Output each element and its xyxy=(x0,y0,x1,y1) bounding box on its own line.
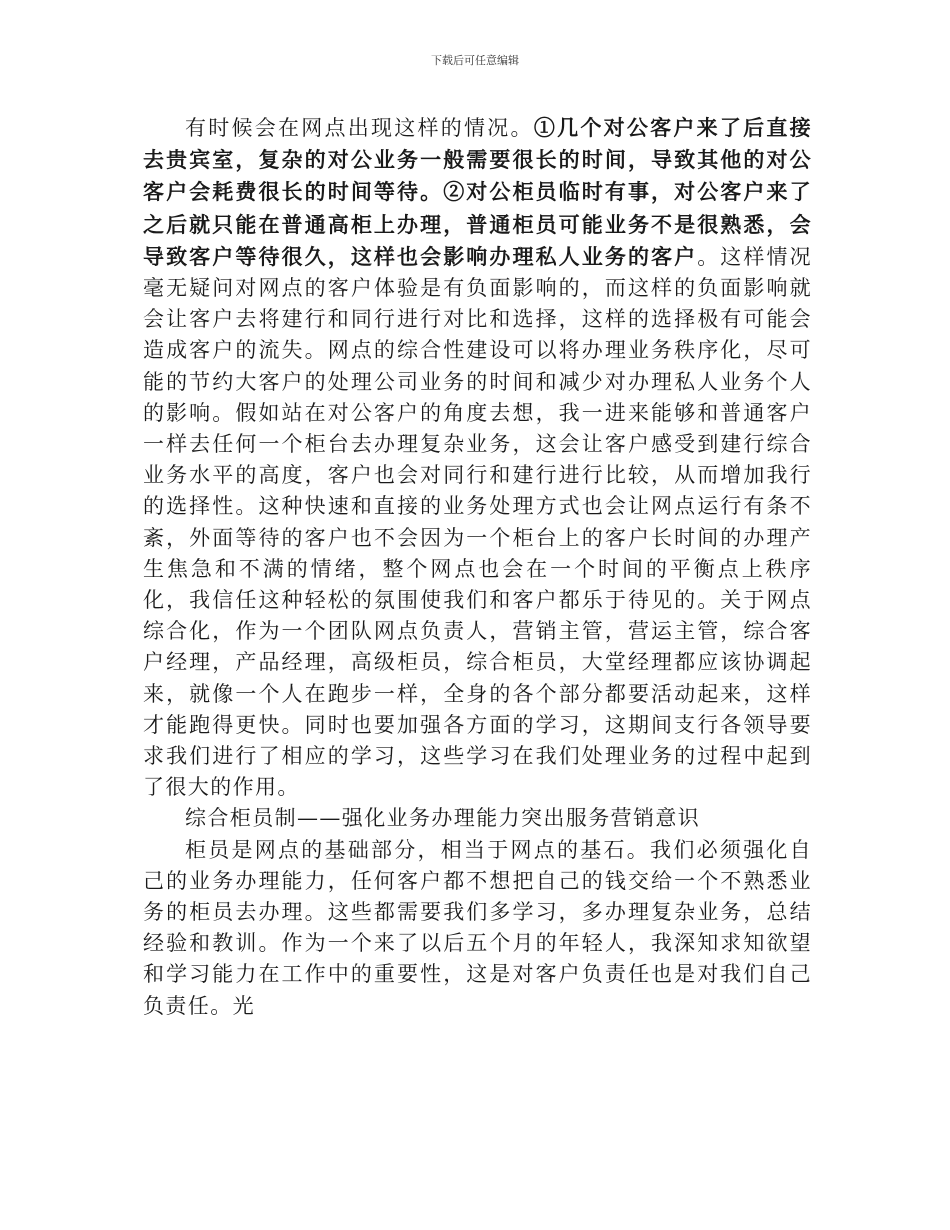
paragraph-1-bold-text: ①几个对公客户来了后直接去贵宾室，复杂的对公业务一般需要很长的时间，导致其他的对公客户会耗费很长的时间等待。②对公柜员临时有事，对公客户来了之后就只能在普通高柜上办理，普通柜员可能业务不是很熟悉，会导致客户等待很久，这样也会影响办理私人业务的客户 xyxy=(143,115,812,269)
paragraph-1 xyxy=(143,112,812,803)
section-heading: 综合柜员制——强化业务办理能力突出服务营销意识 xyxy=(185,806,701,831)
paragraph-1-rest: 。这样情况毫无疑问对网点的客户体验是有负面影响的，而这样的负面影响就会让客户去将建行和同行进行对比和选择，这样的选择极有可能会造成客户的流失。网点的综合性建设可以将办理业务秩序化，尽可能的节约大客户的处理公司业务的时间和减少对办理私人业务个人的影响。假如站在对公客户的角度去想，我一进来能够和普通客户一样去任何一个柜台去办理复杂业务，这会让客户感受到建行综合业务水平的高度，客户也会对同行和建行进行比较，从而增加我行的选择性。这种快速和直接的业务处理方式也会让网点运行有条不紊，外面等待的客户也不会因为一个柜台上的客户长时间的办理产生焦急和不满的情绪，整个网点也会在一个时间的平衡点上秩序化，我信任这种轻松的氛围使我们和客户都乐于待见的。关于网点综合化，作为一个团队网点负责人，营销主管，营运主管，综合客户经理，产品经理，高级柜员，综合柜员，大堂经理都应该协调起来，就像一个人在跑步一样，全身的各个部分都要活动起来，这样才能跑得更快。同时也要加强各方面的学习，这期间支行各领导要求我们进行了相应的学习，这些学习在我们处理业务的过程中起到了很大的作用。 xyxy=(143,244,812,800)
paragraph-2: 柜员是网点的基础部分，相当于网点的基石。我们必须强化自己的业务办理能力，任何客户都不想把自己的钱交给一个不熟悉业务的柜员去办理。这些都需要我们多学习，多办理复杂业务，总结经验和教训。作为一个来了以后五个月的年轻人，我深知求知欲望和学习能力在工作中的重要性，这是对客户负责任也是对我们自己负责任。光 xyxy=(143,837,812,1018)
paragraph-1-lead: 有时候会在网点出现这样的情况。 xyxy=(185,116,534,140)
page-header: 下载后可任意编辑 xyxy=(431,54,519,67)
document-body xyxy=(143,112,812,1022)
